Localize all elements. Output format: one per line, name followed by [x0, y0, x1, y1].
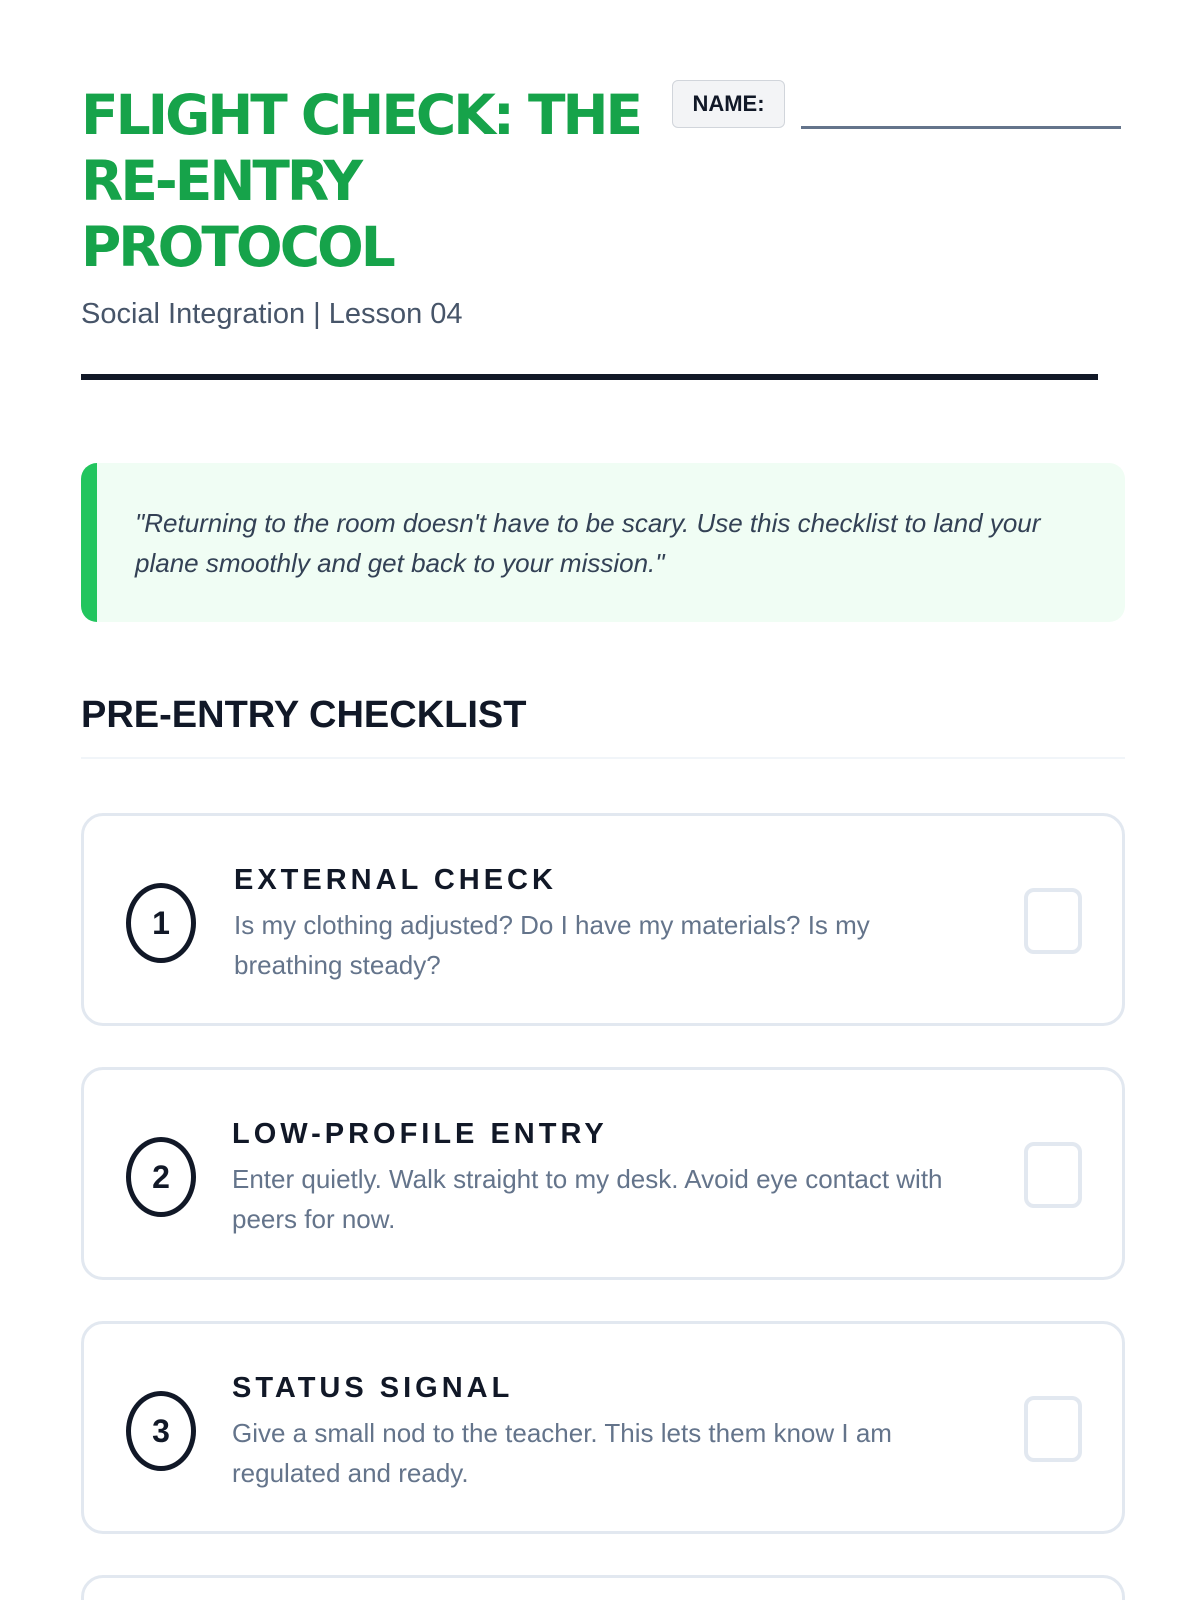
checklist-item-text: Give a small nod to the teacher. This lets them know I am regulated and ready.: [232, 1418, 892, 1488]
checklist-checkbox[interactable]: [1024, 1142, 1082, 1208]
step-number-badge: 2: [126, 1137, 196, 1217]
checklist-item-text: Enter quietly. Walk straight to my desk. Avoid eye contact with peers for now.: [232, 1164, 943, 1234]
section-divider: [81, 757, 1125, 759]
checklist-item: [81, 1575, 1125, 1600]
section-title: PRE-ENTRY CHECKLIST: [81, 694, 527, 736]
checklist: [81, 813, 1098, 1600]
checklist-item-body: [232, 1118, 972, 1239]
header-divider: [81, 374, 1098, 380]
checklist-item-body: [234, 864, 974, 985]
step-number-badge: 3: [126, 1391, 196, 1471]
checklist-item-title: LOW-PROFILE ENTRY: [232, 1118, 608, 1150]
checklist-item-title: EXTERNAL CHECK: [234, 864, 557, 896]
checklist-item: [81, 813, 1125, 1026]
name-field[interactable]: [801, 126, 1121, 129]
checklist-item-title: STATUS SIGNAL: [232, 1372, 514, 1404]
checklist-checkbox[interactable]: [1024, 1396, 1082, 1462]
page-title: FLIGHT CHECK: THE RE-ENTRY PROTOCOL: [81, 83, 641, 279]
intro-quote: "Returning to the room doesn't have to be scary. Use this checklist to land your plane smoothly and get back to your mission.": [81, 463, 1125, 622]
worksheet-header: [81, 0, 1098, 380]
step-number-badge: 1: [126, 883, 196, 963]
checklist-checkbox[interactable]: [1024, 888, 1082, 954]
checklist-item: [81, 1321, 1125, 1534]
page-subtitle: Social Integration | Lesson 04: [81, 298, 463, 330]
checklist-item-body: [232, 1372, 972, 1493]
checklist-item-text: Is my clothing adjusted? Do I have my materials? Is my breathing steady?: [234, 910, 870, 980]
checklist-item: [81, 1067, 1125, 1280]
name-label: NAME:: [672, 80, 785, 128]
